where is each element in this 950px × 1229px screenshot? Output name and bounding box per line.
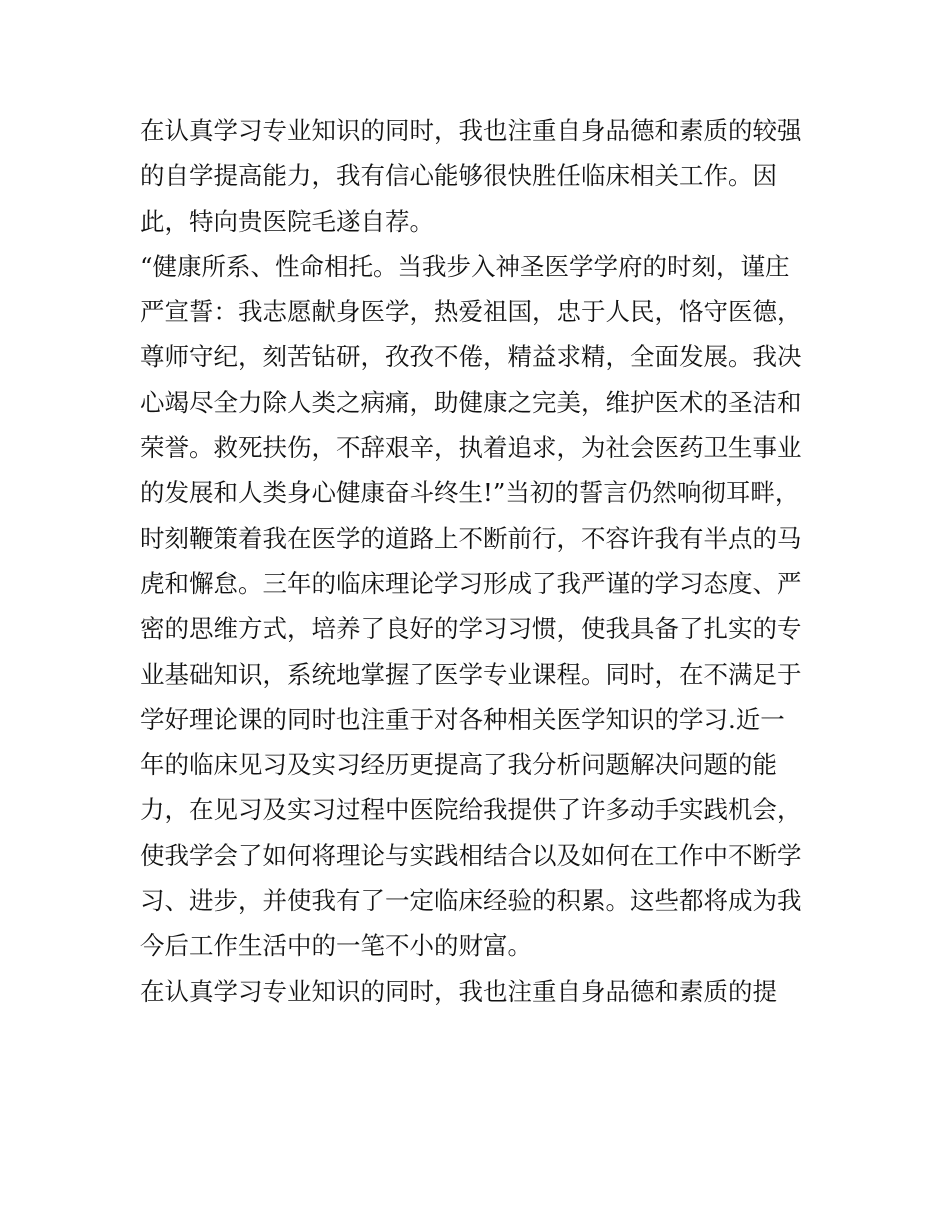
text-line: 的发展和人类身心健康奋斗终生!”当初的誓言仍然响彻耳畔，: [140, 478, 800, 508]
text-line: 密的思维方式，培养了良好的学习习惯，使我具备了扎实的专: [140, 614, 802, 644]
text-line: 虎和懈怠。三年的临床理论学习形成了我严谨的学习态度、严: [140, 568, 802, 598]
text-line: 在认真学习专业知识的同时，我也注重自身品德和素质的提: [140, 976, 777, 1006]
text-line: 年的临床见习及实习经历更提高了我分析问题解决问题的能: [140, 750, 777, 780]
text-line: 此，特向贵医院毛遂自荐。: [140, 206, 434, 236]
text-line: 学好理论课的同时也注重于对各种相关医学知识的学习.近一: [140, 704, 785, 734]
body-text: [140, 108, 820, 1014]
text-line: “健康所系、性命相托。当我步入神圣医学学府的时刻，谨庄: [140, 251, 790, 281]
text-line: 严宣誓：我志愿献身医学，热爱祖国，忠于人民，恪守医德，: [140, 297, 802, 327]
text-line: 业基础知识，系统地掌握了医学专业课程。同时，在不满足于: [140, 659, 802, 689]
text-line: 心竭尽全力除人类之病痛，助健康之完美，维护医术的圣洁和: [140, 387, 802, 417]
text-line: 习、进步，并使我有了一定临床经验的积累。这些都将成为我: [140, 886, 802, 916]
text-line: 尊师守纪，刻苦钻研，孜孜不倦，精益求精，全面发展。我决: [140, 342, 802, 372]
text-line: 使我学会了如何将理论与实践相结合以及如何在工作中不断学: [140, 840, 802, 870]
text-line: 力，在见习及实习过程中医院给我提供了许多动手实践机会，: [140, 795, 802, 825]
text-line: 荣誉。救死扶伤，不辞艰辛，执着追求，为社会医药卫生事业: [140, 433, 802, 463]
text-line: 今后工作生活中的一笔不小的财富。: [140, 931, 532, 961]
text-line: 的自学提高能力，我有信心能够很快胜任临床相关工作。因: [140, 161, 777, 191]
text-line: 时刻鞭策着我在医学的道路上不断前行，不容许我有半点的马: [140, 523, 802, 553]
text-line: 在认真学习专业知识的同时，我也注重自身品德和素质的较强: [140, 116, 802, 145]
